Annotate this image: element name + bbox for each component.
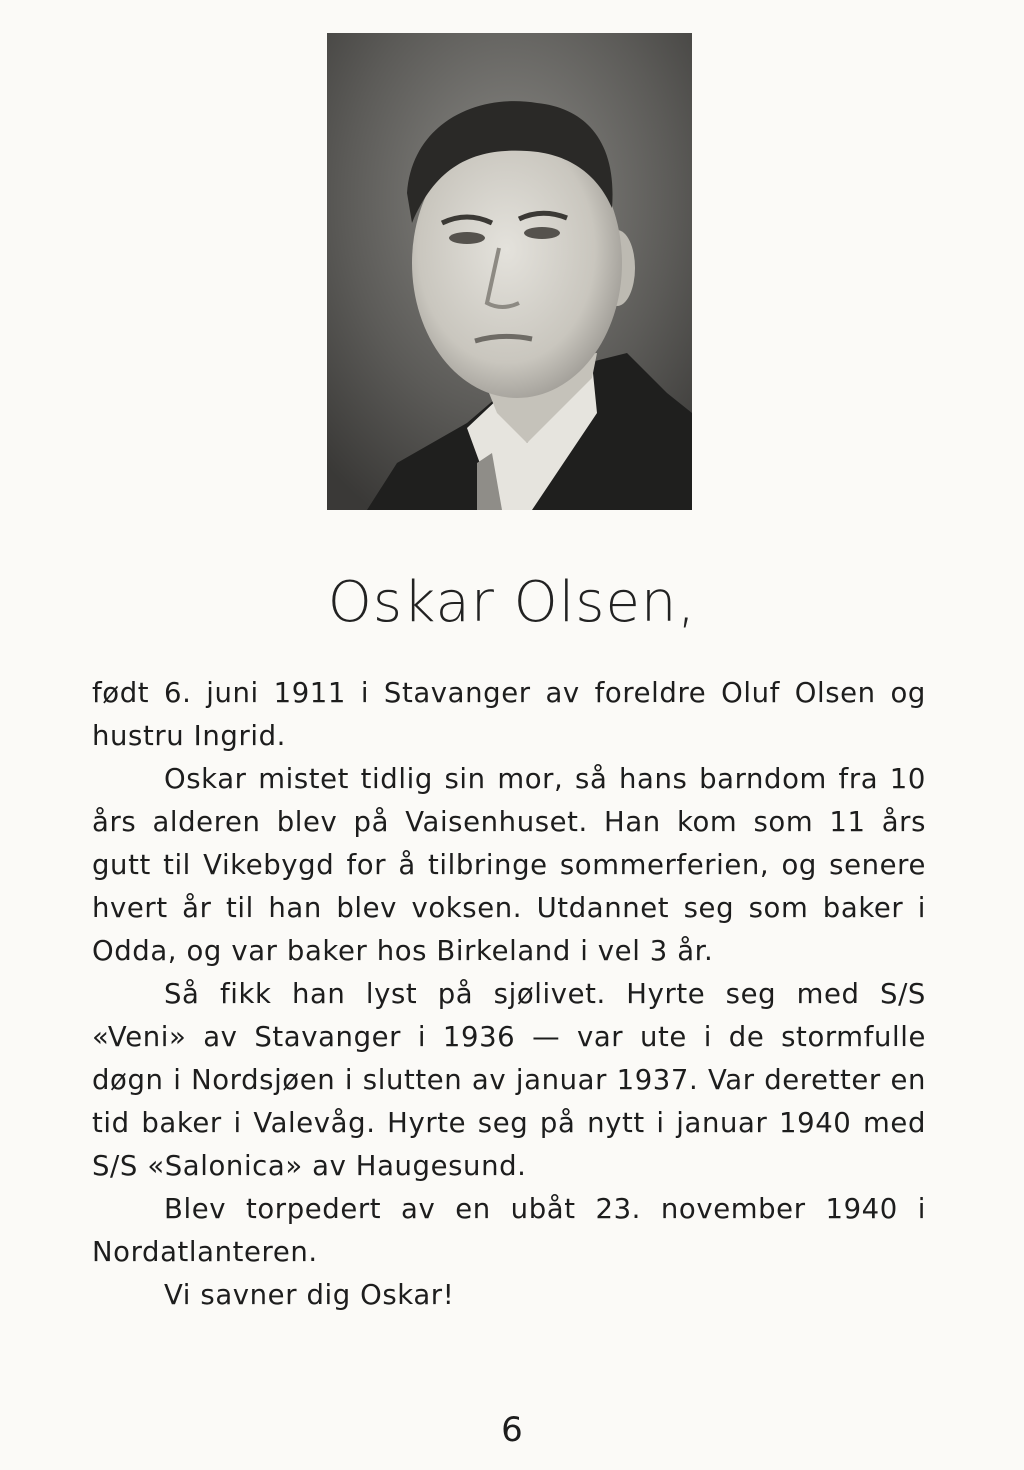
page-number: 6 bbox=[501, 1410, 523, 1450]
paragraph-birth: født 6. juni 1911 i Stavanger av foreldre Oluf Olsen og hustru Ingrid. bbox=[92, 677, 926, 752]
paragraph-torpedoed: Blev torpedert av en ubåt 23. november 1940 i Nordatlanteren. bbox=[92, 1193, 926, 1268]
portrait-image bbox=[327, 33, 692, 510]
biography-text bbox=[92, 672, 926, 1317]
paragraph-sea-life: Så fikk han lyst på sjølivet. Hyrte seg med S/S «Veni» av Stavanger i 1936 — var ute i de stormfulle døgn i Nordsjøen i slutten av januar 1937. Var deretter en tid baker i Valevåg. Hyrte seg på nytt i januar 1940 med S/S «Salonica» av Haugesund. bbox=[92, 978, 926, 1182]
paragraph-farewell: Vi savner dig Oskar! bbox=[164, 1279, 455, 1311]
person-name-heading: Oskar Olsen, bbox=[327, 570, 697, 635]
paragraph-childhood: Oskar mistet tidlig sin mor, så hans barndom fra 10 års alderen blev på Vaisenhuset. Han kom som 11 års gutt til Vikebygd for å tilbringe sommerferien, og senere hvert år til han blev voksen. Utdannet seg som baker i Odda, og var baker hos Birkeland i vel 3 år. bbox=[92, 763, 926, 967]
portrait-photo bbox=[327, 33, 692, 510]
